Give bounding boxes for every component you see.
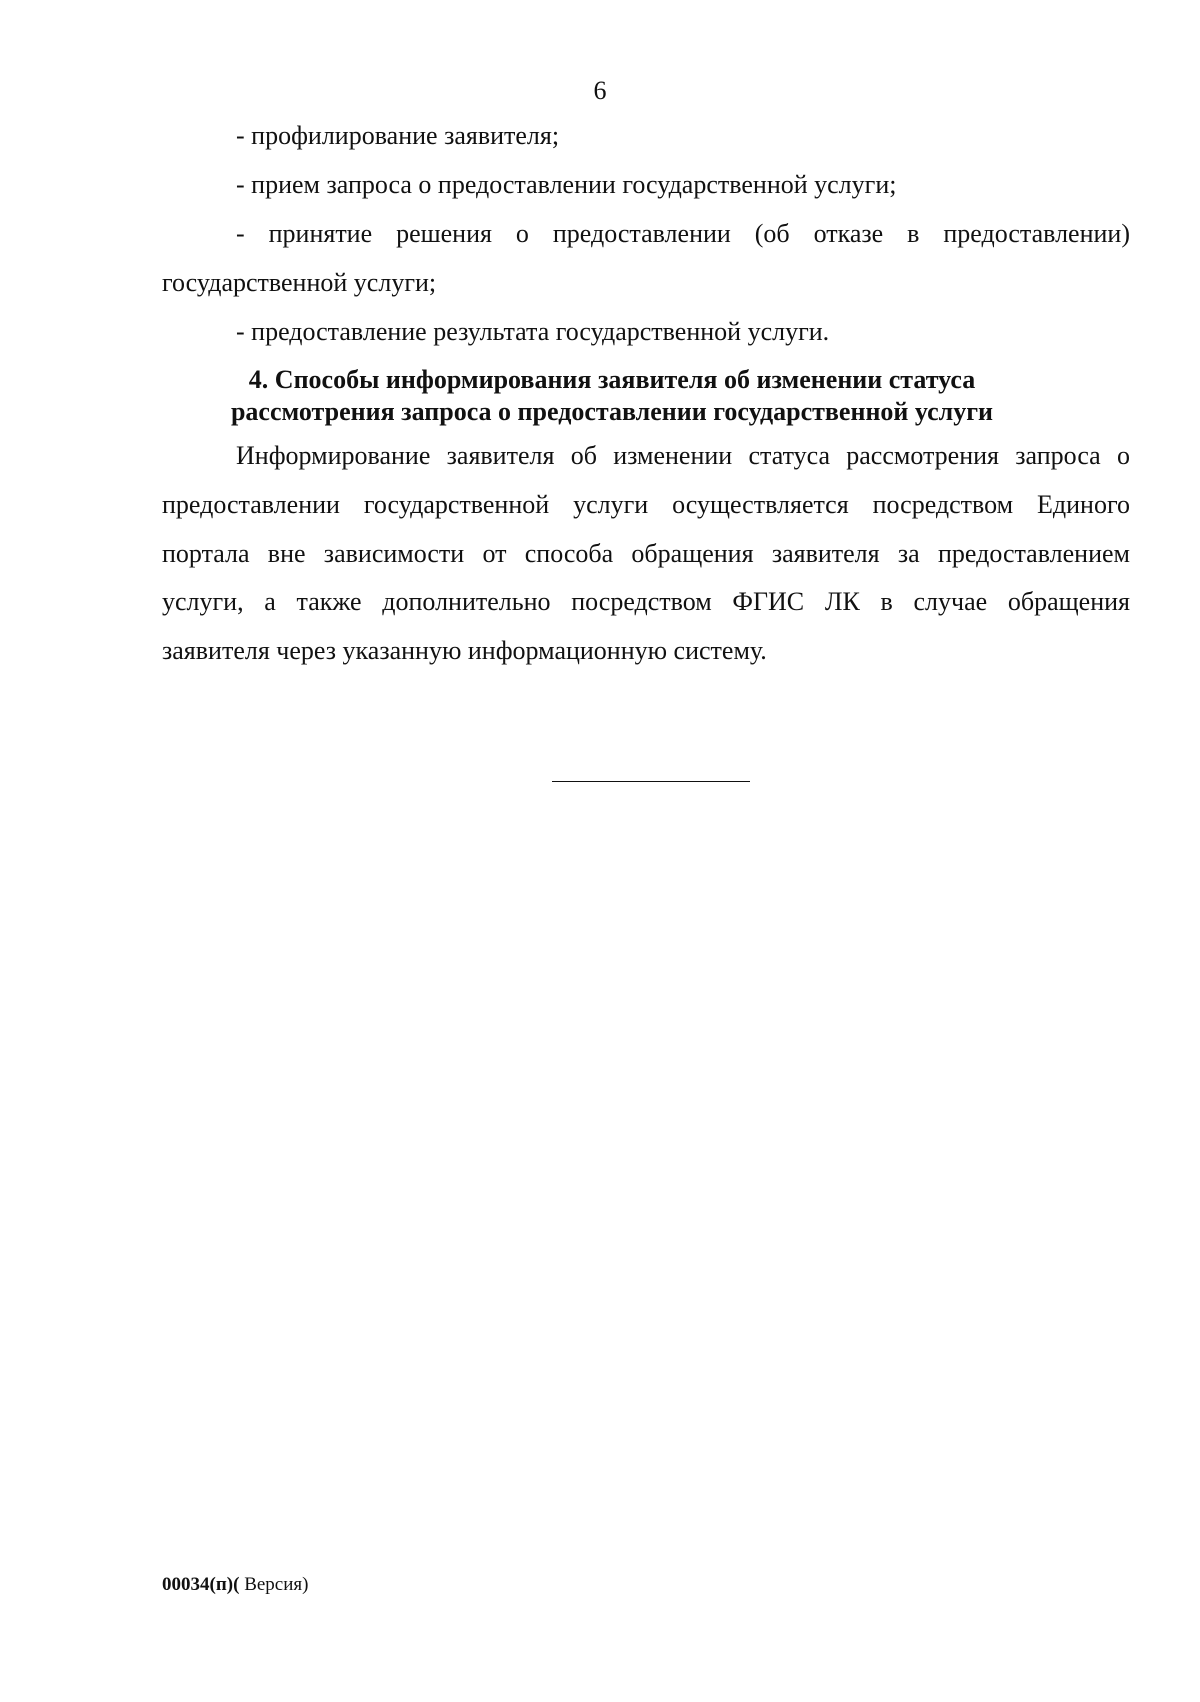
list-item: - профилирование заявителя; — [236, 121, 560, 150]
end-divider — [552, 781, 750, 782]
body-paragraph-line: портала вне зависимости от способа обращения заявителя за предоставлением — [162, 539, 1130, 568]
section-heading-line-2: рассмотрения запроса о предоставлении государственной услуги — [230, 397, 994, 426]
document-code-number: 00034(п)( — [162, 1574, 240, 1595]
body-paragraph-line: услуги, а также дополнительно посредством ФГИС ЛК в случае обращения — [162, 587, 1130, 616]
list-item: - предоставление результата государственной услуги. — [236, 317, 830, 346]
section-heading-line-1: 4. Способы информирования заявителя об изменении статуса — [248, 365, 976, 394]
page-number: 6 — [593, 76, 607, 105]
document-code-version: Версия) — [239, 1574, 309, 1595]
body-paragraph-line: Информирование заявителя об изменении статуса рассмотрения запроса о — [236, 441, 1130, 470]
document-code — [162, 1574, 308, 1596]
list-item: - прием запроса о предоставлении государственной услуги; — [236, 170, 897, 199]
list-item: - принятие решения о предоставлении (об отказе в предоставлении) — [236, 219, 1130, 248]
body-paragraph-line: заявителя через указанную информационную систему. — [162, 636, 767, 665]
body-paragraph-line: предоставлении государственной услуги осуществляется посредством Единого — [162, 490, 1130, 519]
list-item-continuation: государственной услуги; — [162, 268, 437, 297]
